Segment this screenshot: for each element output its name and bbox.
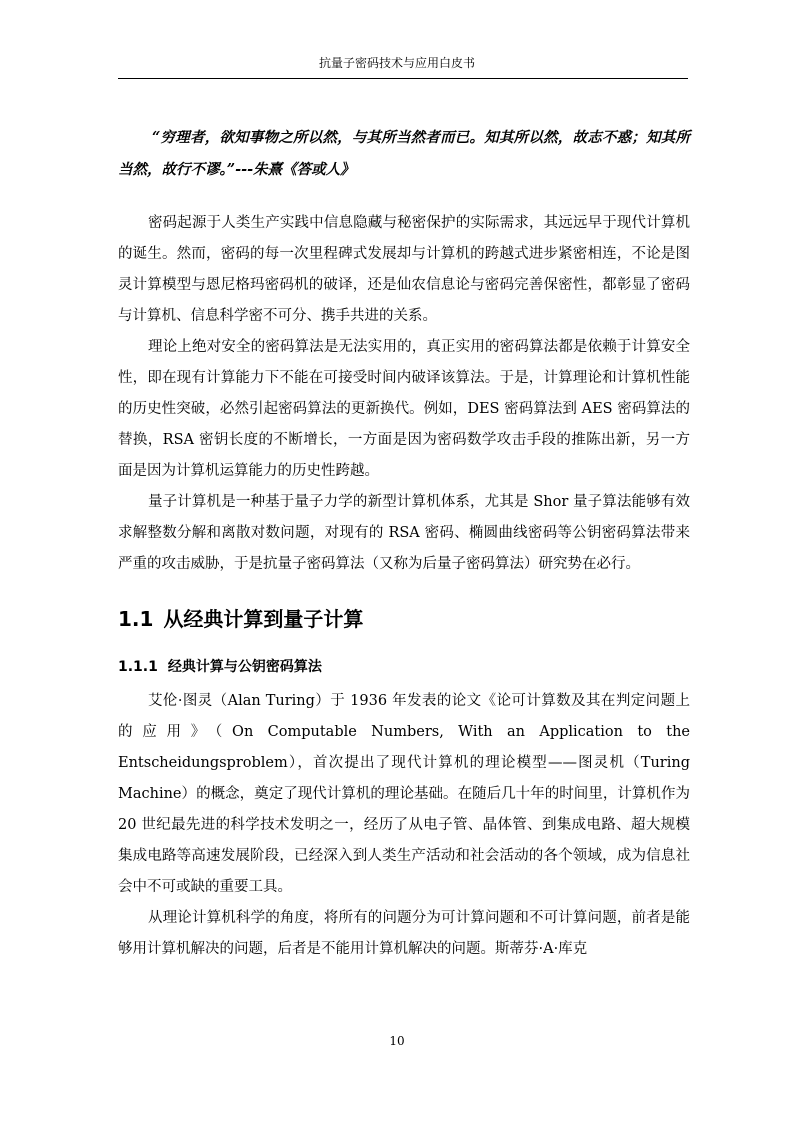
body-paragraph: 理论上绝对安全的密码算法是无法实用的，真正实用的密码算法都是依赖于计算安全性，即在现有计算能力下不能在可接受时间内破译该算法。于是，计算理论和计算机性能的历史性突破，必然引起密码算法的更新换代。例如，DES 密码算法到 AES 密码算法的替换，RSA 密钥长度的不断增长，一方面是因为密码数学攻击手段的推陈出新，另一方面是因为计算机运算能力的历史性跨越。: [118, 339, 690, 479]
body-paragraph: 从理论计算机科学的角度，将所有的问题分为可计算问题和不可计算问题，前者是能够用计算机解决的问题，后者是不能用计算机解决的问题。斯蒂芬·A·库克: [118, 910, 690, 957]
subsection-number: 1.1.1: [118, 659, 158, 675]
epigraph-quote: “穷理者，欲知事物之所以然，与其所当然者而已。知其所以然，故志不惑；知其所当然，故行不谬。”---朱熹《答或人》: [118, 129, 690, 178]
running-header: 抗量子密码技术与应用白皮书: [318, 56, 475, 70]
section-title: 从经典计算到量子计算: [163, 607, 364, 631]
body-paragraph: 密码起源于人类生产实践中信息隐藏与秘密保护的实际需求，其远远早于现代计算机的诞生。然而，密码的每一次里程碑式发展却与计算机的跨越式进步紧密相连，不论是图灵计算模型与恩尼格玛密码机的破译，还是仙农信息论与密码完善保密性，都彰显了密码与计算机、信息科学密不可分、携手共进的关系。: [118, 215, 690, 324]
page-number: 10: [389, 1034, 405, 1048]
section-number: 1.1: [118, 607, 154, 631]
page-content: [118, 122, 690, 965]
body-paragraph: 量子计算机是一种基于量子力学的新型计算机体系，尤其是 Shor 量子算法能够有效求解整数分解和离散对数问题，对现有的 RSA 密码、椭圆曲线密码等公钥密码算法带来严重的攻击威胁，于是抗量子密码算法（又称为后量子密码算法）研究势在必行。: [118, 494, 690, 572]
section-heading: [118, 600, 690, 638]
subsection-title: 经典计算与公钥密码算法: [167, 659, 322, 675]
subsection-heading: [118, 652, 690, 682]
body-paragraph: 艾伦·图灵（Alan Turing）于 1936 年发表的论文《论可计算数及其在判定问题上的应用》（On Computable Numbers, With an Application to the Entscheidungsproblem），首次提出了现代计算机的理论模型——图灵机（Turing Machine）的概念，奠定了现代计算机的理论基础。在随后几十年的时间里，计算机作为 20 世纪最先进的科学技术发明之一，经历了从电子管、晶体管、到集成电路、超大规模集成电路等高速发展阶段，已经深入到人类生产活动和社会活动的各个领域，成为信息社会中不可或缺的重要工具。: [118, 693, 690, 895]
header-rule: [118, 78, 688, 79]
